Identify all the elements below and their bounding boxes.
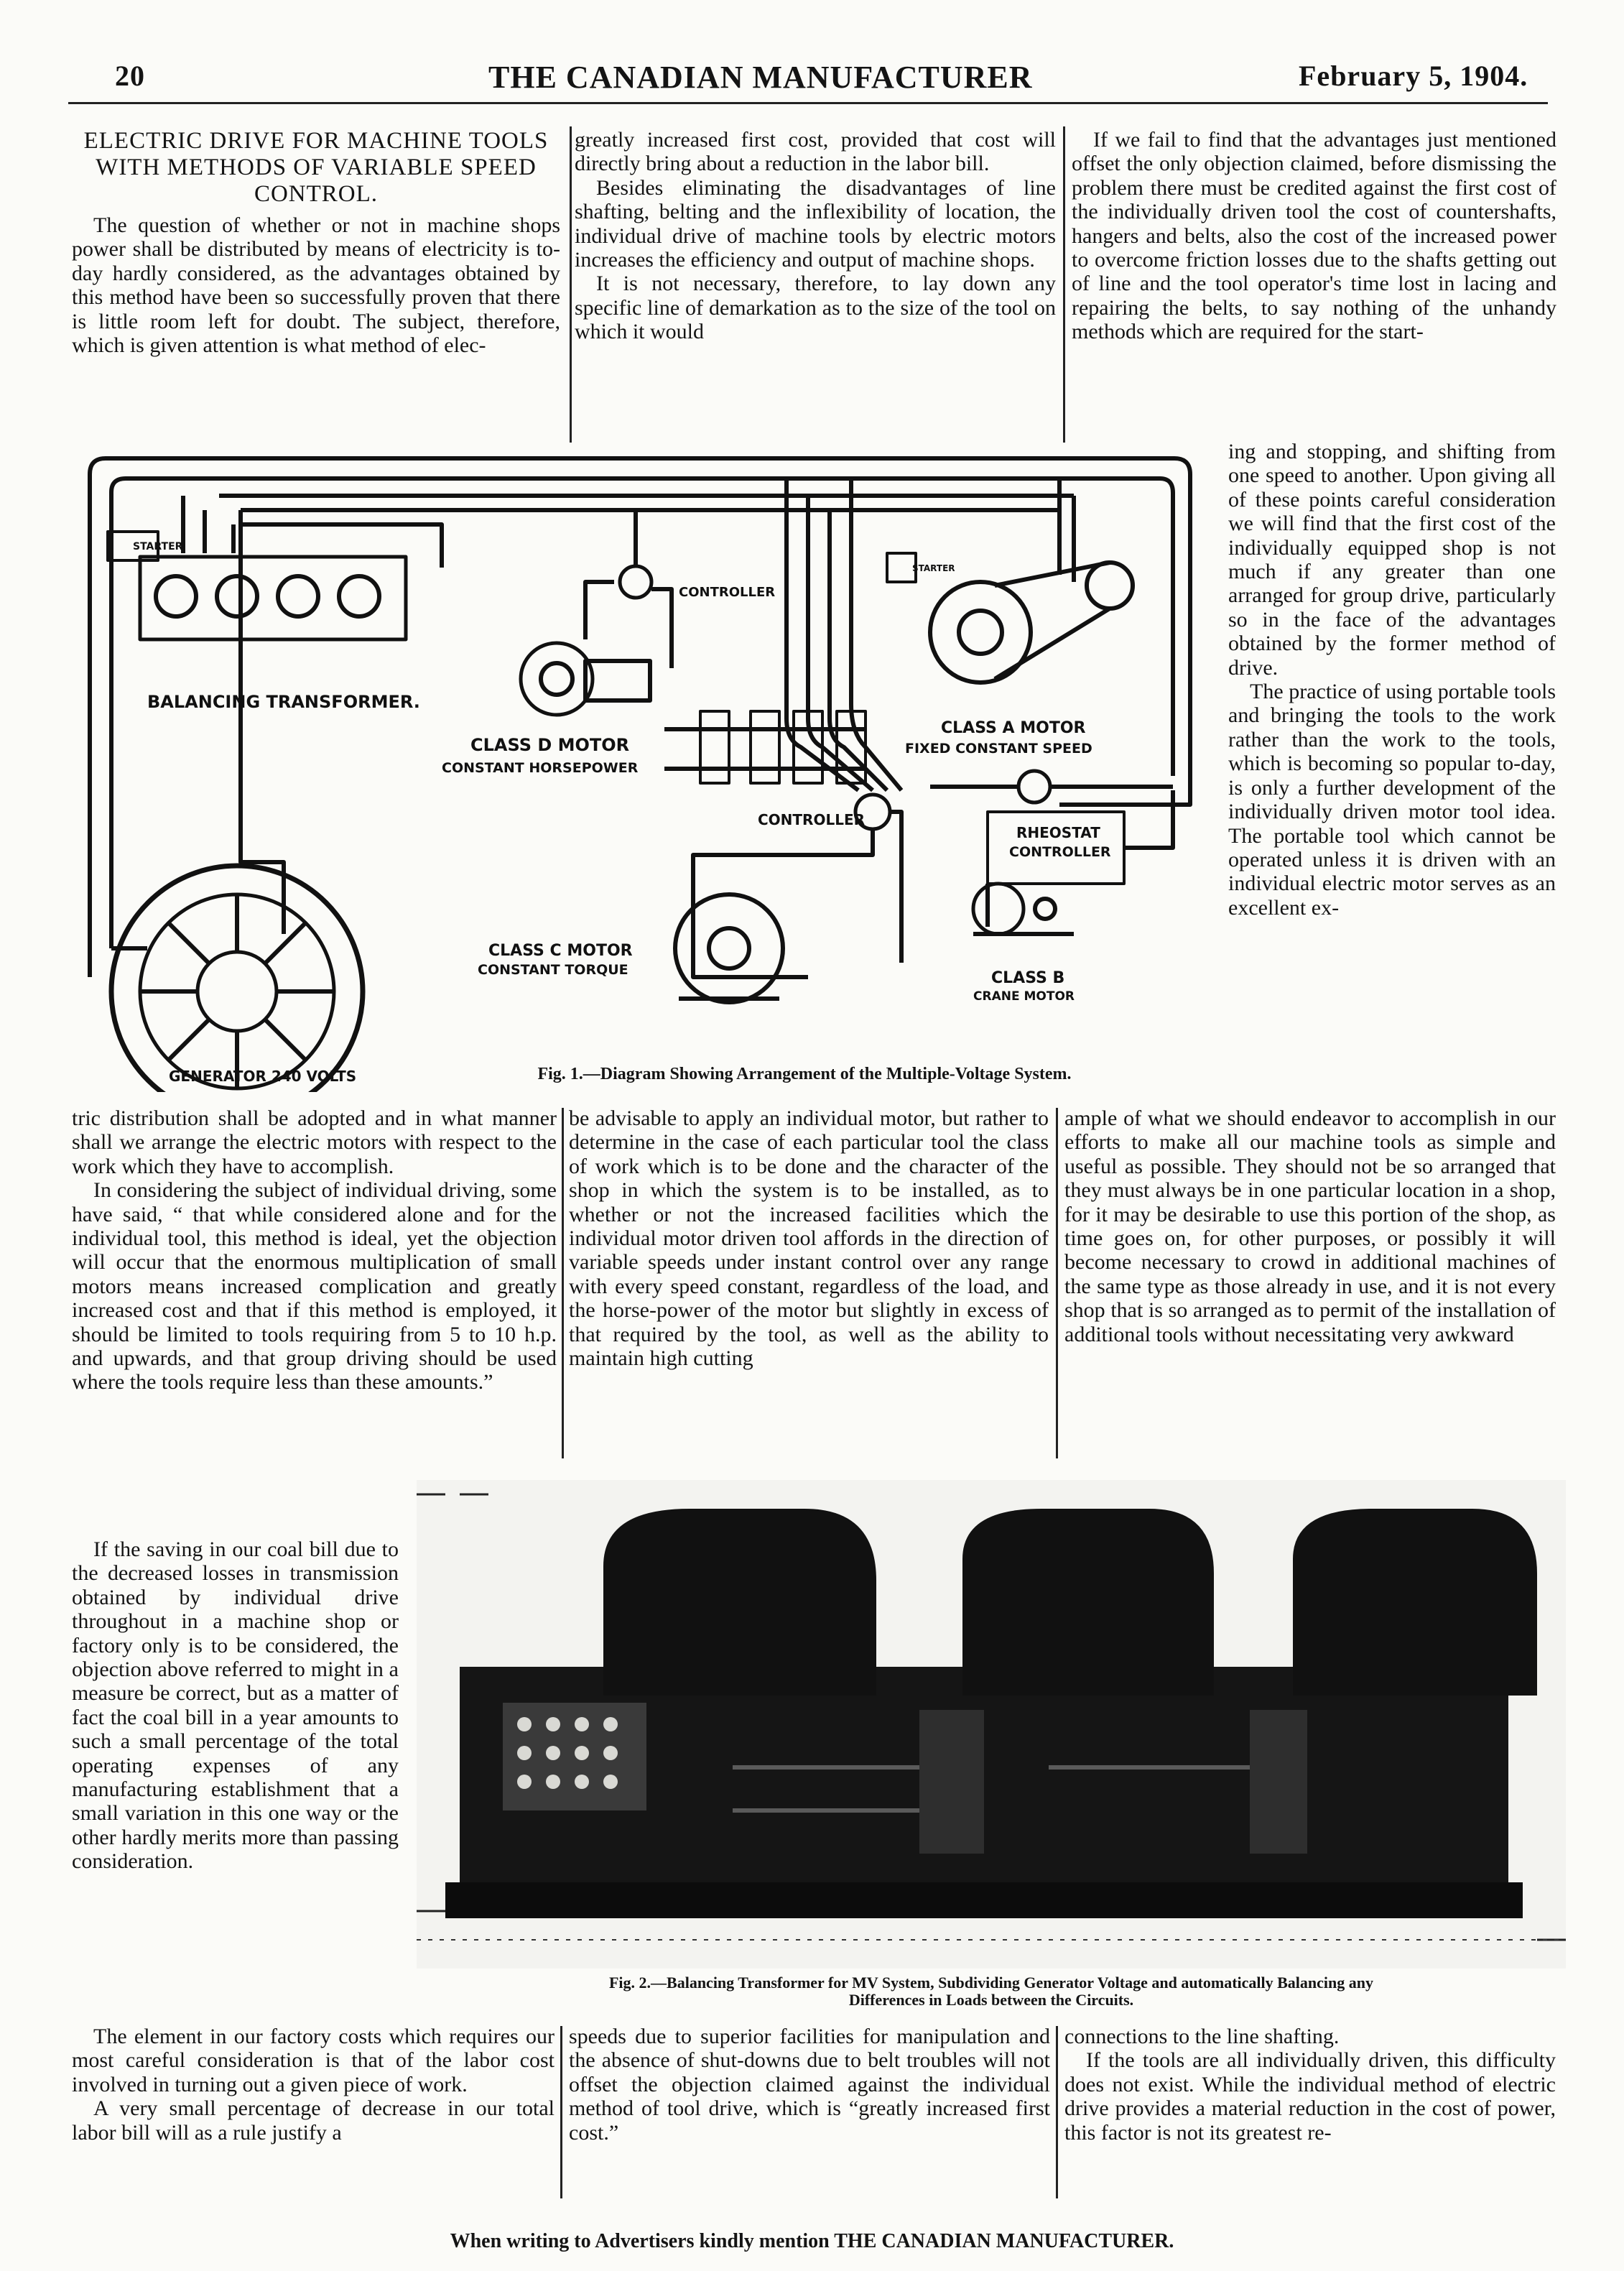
bottom-column-2	[569, 2025, 1050, 2145]
mid-column-2	[569, 1106, 1049, 1370]
issue-date: February 5, 1904.	[1299, 60, 1528, 92]
controller-label: CONTROLLER	[679, 585, 776, 600]
paragraph: ing and stopping, and shifting from one speed to another. Upon giving all of these points careful consideration we will find that the first cost of the individually equipped shop is not much if any greater than one arranged for group drive, particularly so in the face of the advantages obtained by the former method of drive.	[1228, 440, 1556, 680]
mid-column-1-upper	[72, 1106, 557, 1394]
paragraph: If the saving in our coal bill due to the decreased losses in transmission obtained by individual drive throughout in a machine shop or factory only is to be considered, the objection above referred to might in a measure be correct, but as a matter of fact the coal bill in a year amounts to such a small percentage of the total operating expenses of any manufacturing establishment that a small variation in this one way or the other hardly merits more than passing consideration.	[72, 1537, 399, 1874]
mid-column-1-lower	[72, 1537, 399, 1874]
paragraph: connections to the line shafting.	[1064, 2025, 1340, 2048]
figure-2-caption-line-1: Fig. 2.—Balancing Transformer for MV System, Subdividing Generator Voltage and automatically Balancing any	[608, 1974, 1373, 1992]
class-b-sublabel: CRANE MOTOR	[973, 989, 1075, 1004]
controller-label: CONTROLLER	[758, 811, 866, 828]
starter-label: STARTER	[133, 541, 183, 552]
article-title: ELECTRIC DRIVE FOR MACHINE TOOLS WITH METHODS OF VARIABLE SPEED CONTROL.	[83, 128, 549, 207]
header-rule	[68, 102, 1548, 104]
paragraph: The element in our factory costs which requires our most careful consideration is that of the labor cost involved in turning out a given piece of work.	[72, 2025, 555, 2096]
class-b-label: CLASS B	[991, 969, 1065, 987]
paragraph: Besides eliminating the disadvantages of line shafting, belting and the inflexibility of location, the individual drive of machine tools by electric motors increases the efficiency and output of machine shops.	[575, 175, 1056, 272]
page-number: 20	[115, 60, 145, 92]
balancing-transformer-photo	[417, 1480, 1566, 1969]
class-d-motor-sublabel: CONSTANT HORSEPOWER	[442, 760, 639, 776]
paragraph: The question of whether or not in machine shops power shall be distributed by means of electricity is to-day hardly considered, as the advantages obtained by this method have been so successfully proven that there is little room left for doubt. The subject, therefore, which is given attention is what method of elec-	[72, 213, 560, 358]
paragraph: If we fail to find that the advantages just mentioned offset the only objection claimed, before dismissing the problem there must be credited against the first cost of the individually driven tool the cost of countershafts, hangers and belts, also the cost of the increased power to overcome friction losses due to the shafts getting out of line and the tool operator's time lost in lacing and repairing the belts, to say nothing of the unhandy methods which are required for the start-	[1072, 128, 1556, 344]
paragraph: greatly increased first cost, provided that cost will directly bring about a reduction in the labor bill.	[575, 128, 1056, 176]
rheostat-sublabel: CONTROLLER	[1009, 844, 1111, 860]
advertiser-footer: When writing to Advertisers kindly mention THE CANADIAN MANUFACTURER.	[450, 2230, 1174, 2252]
paragraph: A very small percentage of decrease in our total labor bill will as a rule justify a	[72, 2096, 555, 2145]
column-rule	[1063, 126, 1065, 443]
top-column-3	[1072, 128, 1556, 344]
paragraph: ample of what we should endeavor to accomplish in our efforts to make all our machine tools as simple and useful as possible. They should not be so arranged that they must always be in one particular location in a shop, for it may be desirable to use this portion of the shop, as time goes on, for other purposes, or possibly it will become necessary to crowd in additional machines of the same type as those already in use, and it is not every shop that is so arranged as to permit of the installation of additional tools without necessitating very awkward	[1064, 1106, 1556, 1346]
paragraph: It is not necessary, therefore, to lay down any specific line of demarkation as to the size of the tool on which it would	[575, 272, 1056, 344]
paragraph: tric distribution shall be adopted and in what manner shall we arrange the electric motors with respect to the work which they have to accomplish.	[72, 1106, 557, 1178]
column-rule	[1056, 2026, 1058, 2198]
top-column-1	[72, 128, 560, 357]
figure-1-caption: Fig. 1.—Diagram Showing Arrangement of the Multiple-Voltage System.	[537, 1065, 1072, 1083]
journal-title: THE CANADIAN MANUFACTURER	[488, 60, 1033, 95]
paragraph: be advisable to apply an individual motor, but rather to determine in the case of each particular tool the class of work which is to be done and the character of the shop in which the system is to be installed, as to whether or not the increased facilities which the individual motor driven tool affords in the direction of variable speeds under instant control over any range with every speed constant, regardless of the load, and the horse-power of the motor but slightly in excess of that required by the tool, as well as the ability to maintain high cutting	[569, 1106, 1049, 1371]
column-rule	[560, 2026, 562, 2198]
paragraph: In considering the subject of individual driving, some have said, “ that while considered alone and for the individual tool, this method is ideal, yet the objection will occur that the enormous multiplication of small motors means increased complication and greatly increased cost and that if this method is employed, it should be limited to tools requiring from 5 to 10 h.p. and upwards, and that group driving should be used where the tools require less than these amounts.”	[72, 1178, 557, 1394]
rheostat-label: RHEOSTAT	[1016, 824, 1100, 841]
top-column-2	[575, 128, 1056, 344]
paragraph: speeds due to superior facilities for manipulation and the absence of shut-downs due to belt troubles will not offset the objection claimed against the individual method of tool drive, which is “greatly increased first cost.”	[569, 2025, 1050, 2145]
starter-label: STARTER	[912, 563, 955, 573]
paragraph: The practice of using portable tools and bringing the tools to the work rather than the work to the tools, which is becoming so popular to-day, is only a further development of the individually driven motor tool idea. The portable tool which cannot be operated unless it is driven with an individual electric motor serves as an excellent ex-	[1228, 680, 1556, 920]
generator-label: GENERATOR 240 VOLTS	[169, 1068, 357, 1085]
bottom-column-3	[1064, 2025, 1556, 2145]
class-c-motor-label: CLASS C MOTOR	[488, 942, 633, 960]
paragraph: If the tools are all individually driven, this difficulty does not exist. While the individual method of electric drive provides a material reduction in the cost of power, this factor is not its greatest re-	[1064, 2048, 1556, 2145]
mid-column-3	[1064, 1106, 1556, 1346]
class-a-motor-sublabel: FIXED CONSTANT SPEED	[905, 741, 1092, 757]
column-rule	[1056, 1108, 1058, 1458]
column-rule	[562, 1108, 564, 1458]
bottom-column-1	[72, 2025, 555, 2145]
class-c-motor-sublabel: CONSTANT TORQUE	[478, 962, 628, 978]
figure-2-caption	[402, 1974, 1580, 2009]
balancing-transformer-label: BALANCING TRANSFORMER.	[147, 692, 420, 712]
column-rule	[570, 126, 572, 443]
class-a-motor-label: CLASS A MOTOR	[941, 719, 1086, 737]
side-column	[1228, 440, 1556, 920]
multiple-voltage-diagram	[68, 431, 1217, 1092]
class-d-motor-label: CLASS D MOTOR	[470, 735, 630, 755]
figure-2-caption-line-2: Differences in Loads between the Circuits.	[848, 1991, 1134, 2009]
